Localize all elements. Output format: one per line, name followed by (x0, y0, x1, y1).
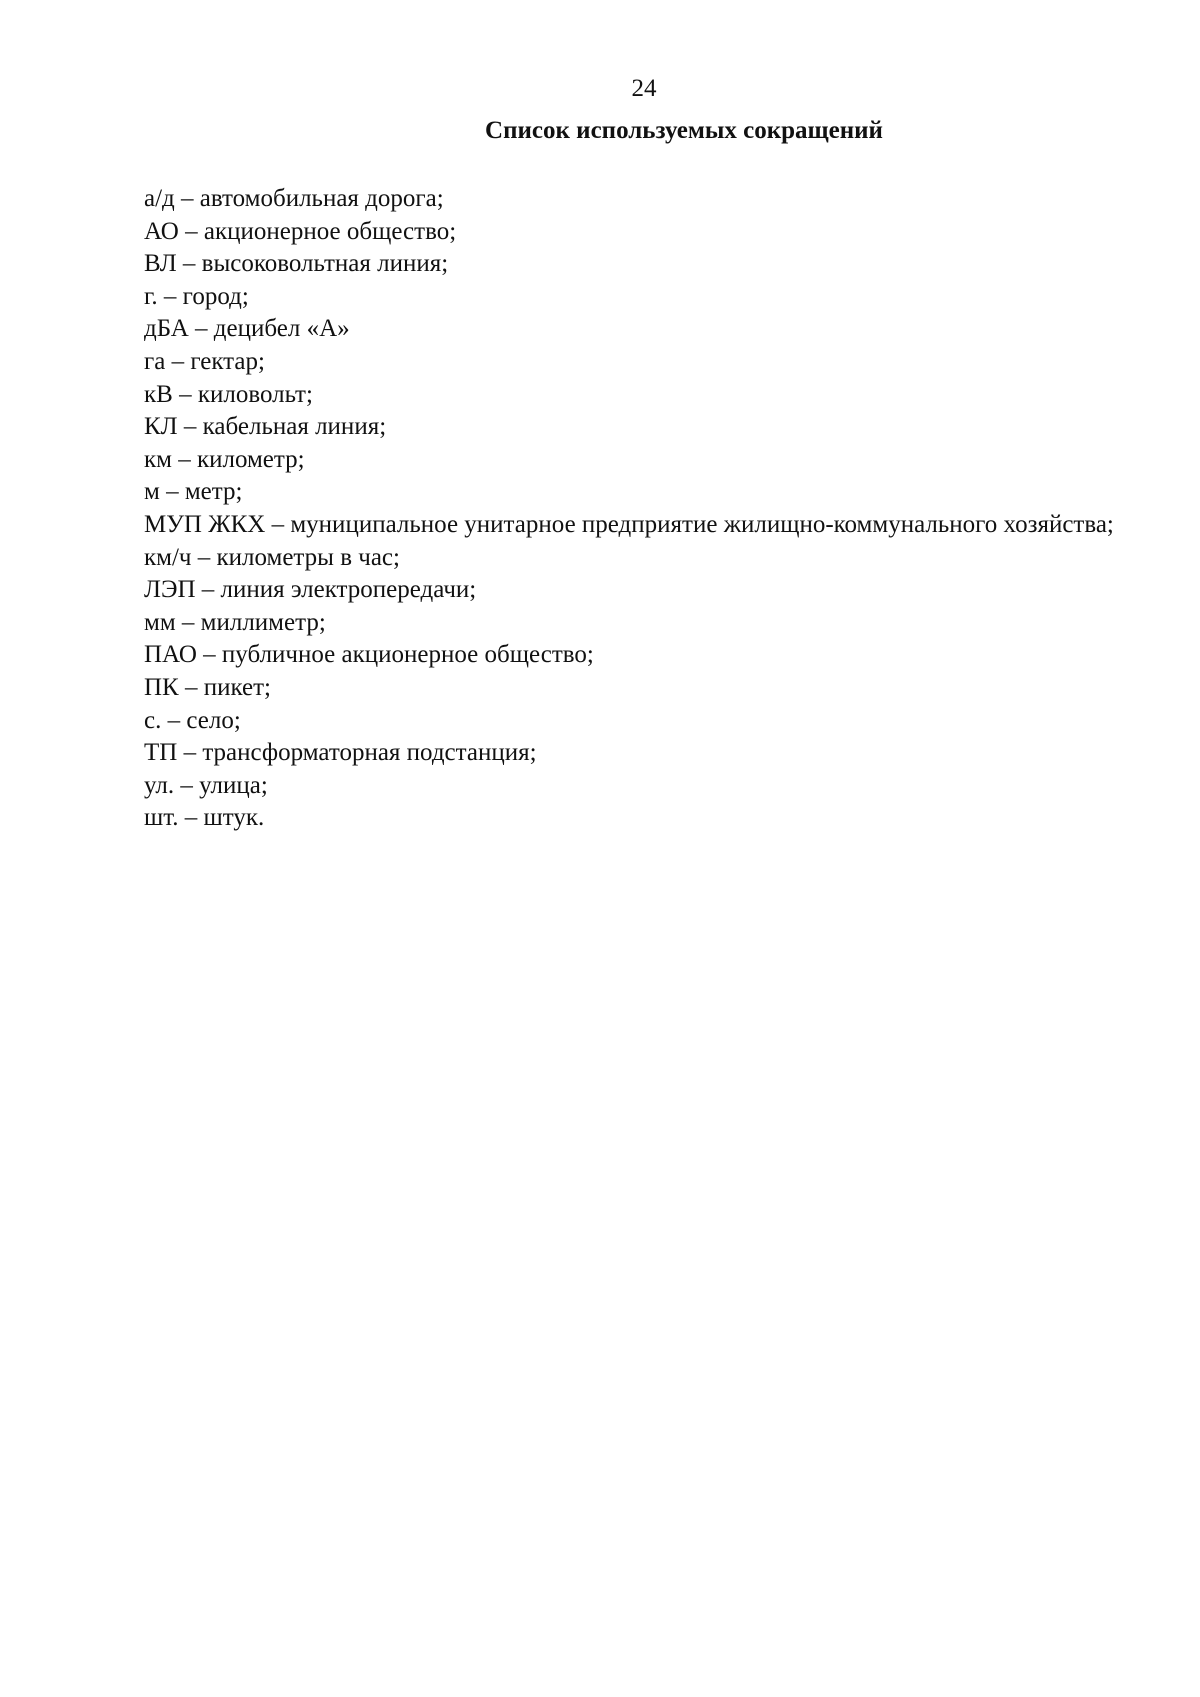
abbreviation-text: мм – миллиметр; (144, 608, 326, 636)
list-item (144, 248, 1146, 281)
abbreviation-text: ПК – пикет; (144, 673, 271, 701)
list-item (144, 737, 1146, 770)
abbreviation-text: МУП ЖКХ – муниципальное унитарное предприятие жилищно-коммунального хозяйства; (144, 510, 1114, 538)
abbreviation-text: км/ч – километры в час; (144, 543, 400, 571)
abbreviation-text: дБА – децибел «А» (144, 315, 350, 343)
abbreviation-text: ВЛ – высоковольтная линия; (144, 250, 449, 278)
abbreviation-text: км – километр; (144, 445, 305, 473)
list-item (144, 770, 1146, 803)
abbreviation-text: ПАО – публичное акционерное общество; (144, 641, 594, 669)
list-item (144, 705, 1146, 738)
list-item (144, 542, 1146, 575)
abbreviation-text: шт. – штук. (144, 804, 265, 832)
list-item (144, 574, 1146, 607)
list-item (144, 281, 1146, 314)
abbreviation-text: АО – акционерное общество; (144, 217, 457, 245)
list-item (144, 509, 1146, 542)
list-item (144, 411, 1146, 444)
list-item (144, 313, 1146, 346)
list-item (144, 672, 1146, 705)
abbreviation-text: га – гектар; (144, 347, 265, 375)
list-item (144, 639, 1146, 672)
abbreviation-text: м – метр; (144, 478, 243, 506)
list-item (144, 444, 1146, 477)
page-number: 24 (631, 75, 657, 102)
abbreviation-text: г. – город; (144, 282, 249, 310)
abbreviation-text: КЛ – кабельная линия; (144, 413, 387, 441)
list-item (144, 216, 1146, 249)
list-item (144, 346, 1146, 379)
abbreviation-text: ул. – улица; (144, 771, 268, 799)
abbreviation-text: а/д – автомобильная дорога; (144, 185, 444, 212)
abbreviation-text: ЛЭП – линия электропередачи; (144, 576, 477, 604)
list-item (144, 607, 1146, 640)
list-item (144, 183, 1146, 216)
list-item (144, 802, 1146, 835)
page-title: Список используемых сокращений (485, 117, 883, 144)
abbreviation-text: кВ – киловольт; (144, 380, 313, 408)
abbreviation-text: ТП – трансформаторная подстанция; (144, 739, 537, 767)
abbreviations-list (144, 183, 1146, 835)
list-item (144, 476, 1146, 509)
list-item (144, 379, 1146, 412)
abbreviation-text: с. – село; (144, 706, 241, 734)
